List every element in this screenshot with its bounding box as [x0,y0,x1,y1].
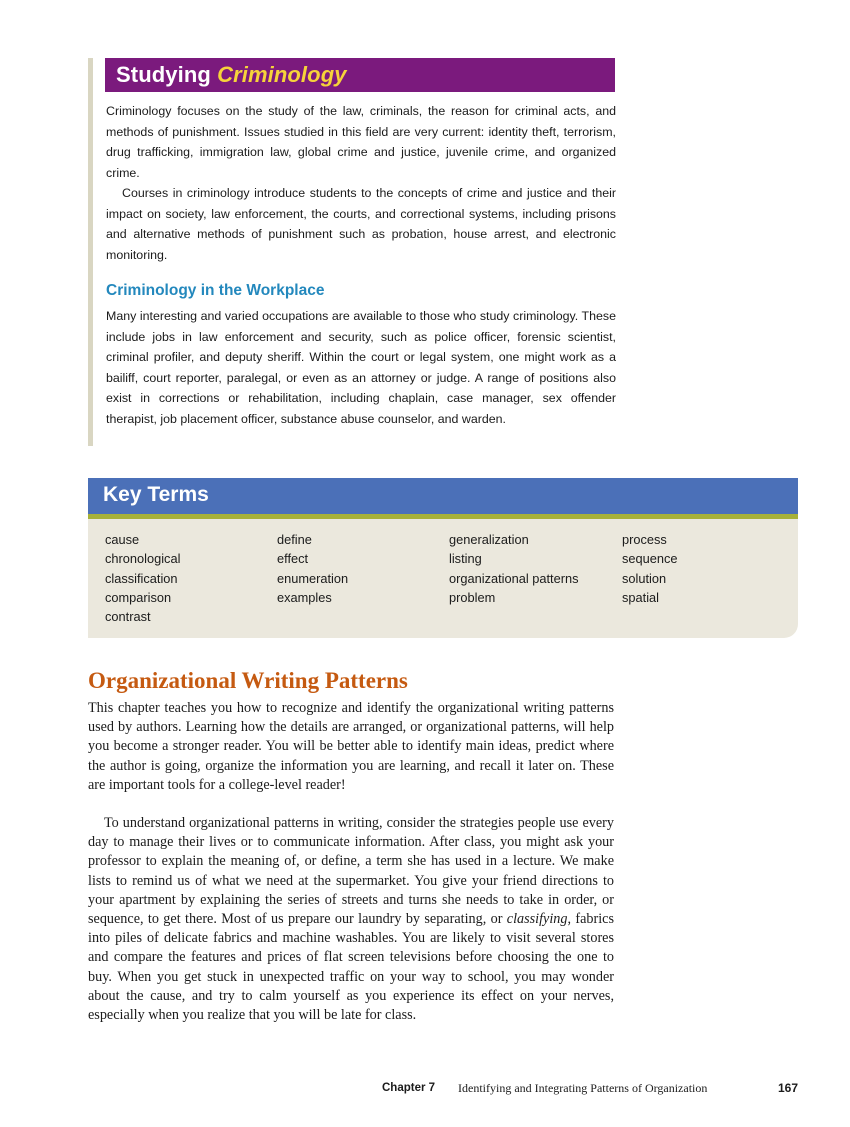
footer-page-number: 167 [778,1081,799,1095]
key-term: contrast [105,609,151,625]
key-term: classification [105,570,178,586]
key-term: define [277,532,312,547]
key-term: problem [449,589,496,605]
studying-title-accent: Criminology [217,62,347,87]
key-term: cause [105,532,140,547]
main-paragraph-2-part-1: To understand organizational patterns in writing, consider the strategies people use every day to manage their lives or to communicate information. After class, you might ask your professor to explain the meaning of, or define, a term she has used in a lecture. We make lists to remind us of what we need at the supermarket. You give your friend directions to your apartment by explaining the series of streets and turns she needs to take in order, or sequence, to get there. Most of us prepare our laundry by separating, or [88,815,614,928]
section-heading: Organizational Writing Patterns [88,668,408,693]
key-term: sequence [622,551,678,567]
studying-title [116,62,347,88]
key-terms-column-4 [622,530,678,607]
key-term: comparison [105,589,172,605]
key-term: effect [277,551,309,567]
key-term: enumeration [277,570,349,586]
key-term: solution [622,570,667,586]
studying-title-prefix: Studying [116,62,218,87]
footer-chapter-title: Identifying and Integrating Patterns of Organization [458,1081,708,1095]
key-terms-title: Key Terms [103,483,209,506]
key-term: spatial [622,589,659,605]
footer-chapter: Chapter 7 [382,1082,436,1094]
key-terms-rule [88,514,798,519]
main-paragraph-2 [88,814,614,1025]
key-term: chronological [105,551,181,567]
workplace-heading: Criminology in the Workplace [106,282,325,299]
workplace-paragraph: Many interesting and varied occupations are available to those who study criminology. These include jobs in law enforcement and security, such as police officer, forensic scientist, criminal profiler, and deputy sheriff. Within the court or legal system, one might work as a bailiff, court reporter, paralegal, or even as an attorney or judge. A range of positions also exist in corrections or rehabilitation, including chaplain, case manager, sex offender therapist, job placement officer, substance abuse counselor, and warden. [106,309,616,426]
key-term: examples [277,589,332,605]
key-term: generalization [449,532,529,547]
main-paragraph-1: This chapter teaches you how to recognize and identify the organizational writing patterns used by authors. Learning how the details are arranged, or organizational patterns, will help you become a stronger reader. You will be better able to identify main ideas, predict where the author is going, organize the information you are learning, and recall it later on. These are important tools for a college-level reader! [88,700,614,793]
key-terms-column-3 [449,530,578,607]
key-term: process [622,532,667,547]
main-paragraph-2-part-2: , fabrics into piles of delicate fabrics and machine washables. You are likely to visit several stores and compare the features and prices of flat screen televisions before choosing the one to buy. When you get stuck in unexpected traffic on your way to school, you may wonder about the cause, and try to calm yourself as you experience its effect on your nerves, especially when you realize that you will be late for class. [88,911,614,1024]
key-terms-column-1 [105,530,180,626]
studying-paragraph-1: Criminology focuses on the study of the law, criminals, the reason for criminal acts, and methods of punishment. Issues studied in this field are very current: identity theft, terrorism, drug trafficking, immigration law, global crime and justice, juvenile crime, and organized crime. [106,104,616,180]
key-term: listing [449,551,482,567]
studying-side-rule [88,58,93,446]
key-terms-box [88,478,798,638]
main-paragraph-2-italic: classifying [506,911,568,928]
key-terms-column-2 [277,530,348,607]
key-term: organizational patterns [449,570,579,586]
studying-paragraph-2: Courses in criminology introduce students to the concepts of crime and justice and their impact on society, law enforcement, the courts, and correctional systems, including prisons and alternative methods of punishment such as probation, house arrest, and electronic monitoring. [106,186,616,262]
